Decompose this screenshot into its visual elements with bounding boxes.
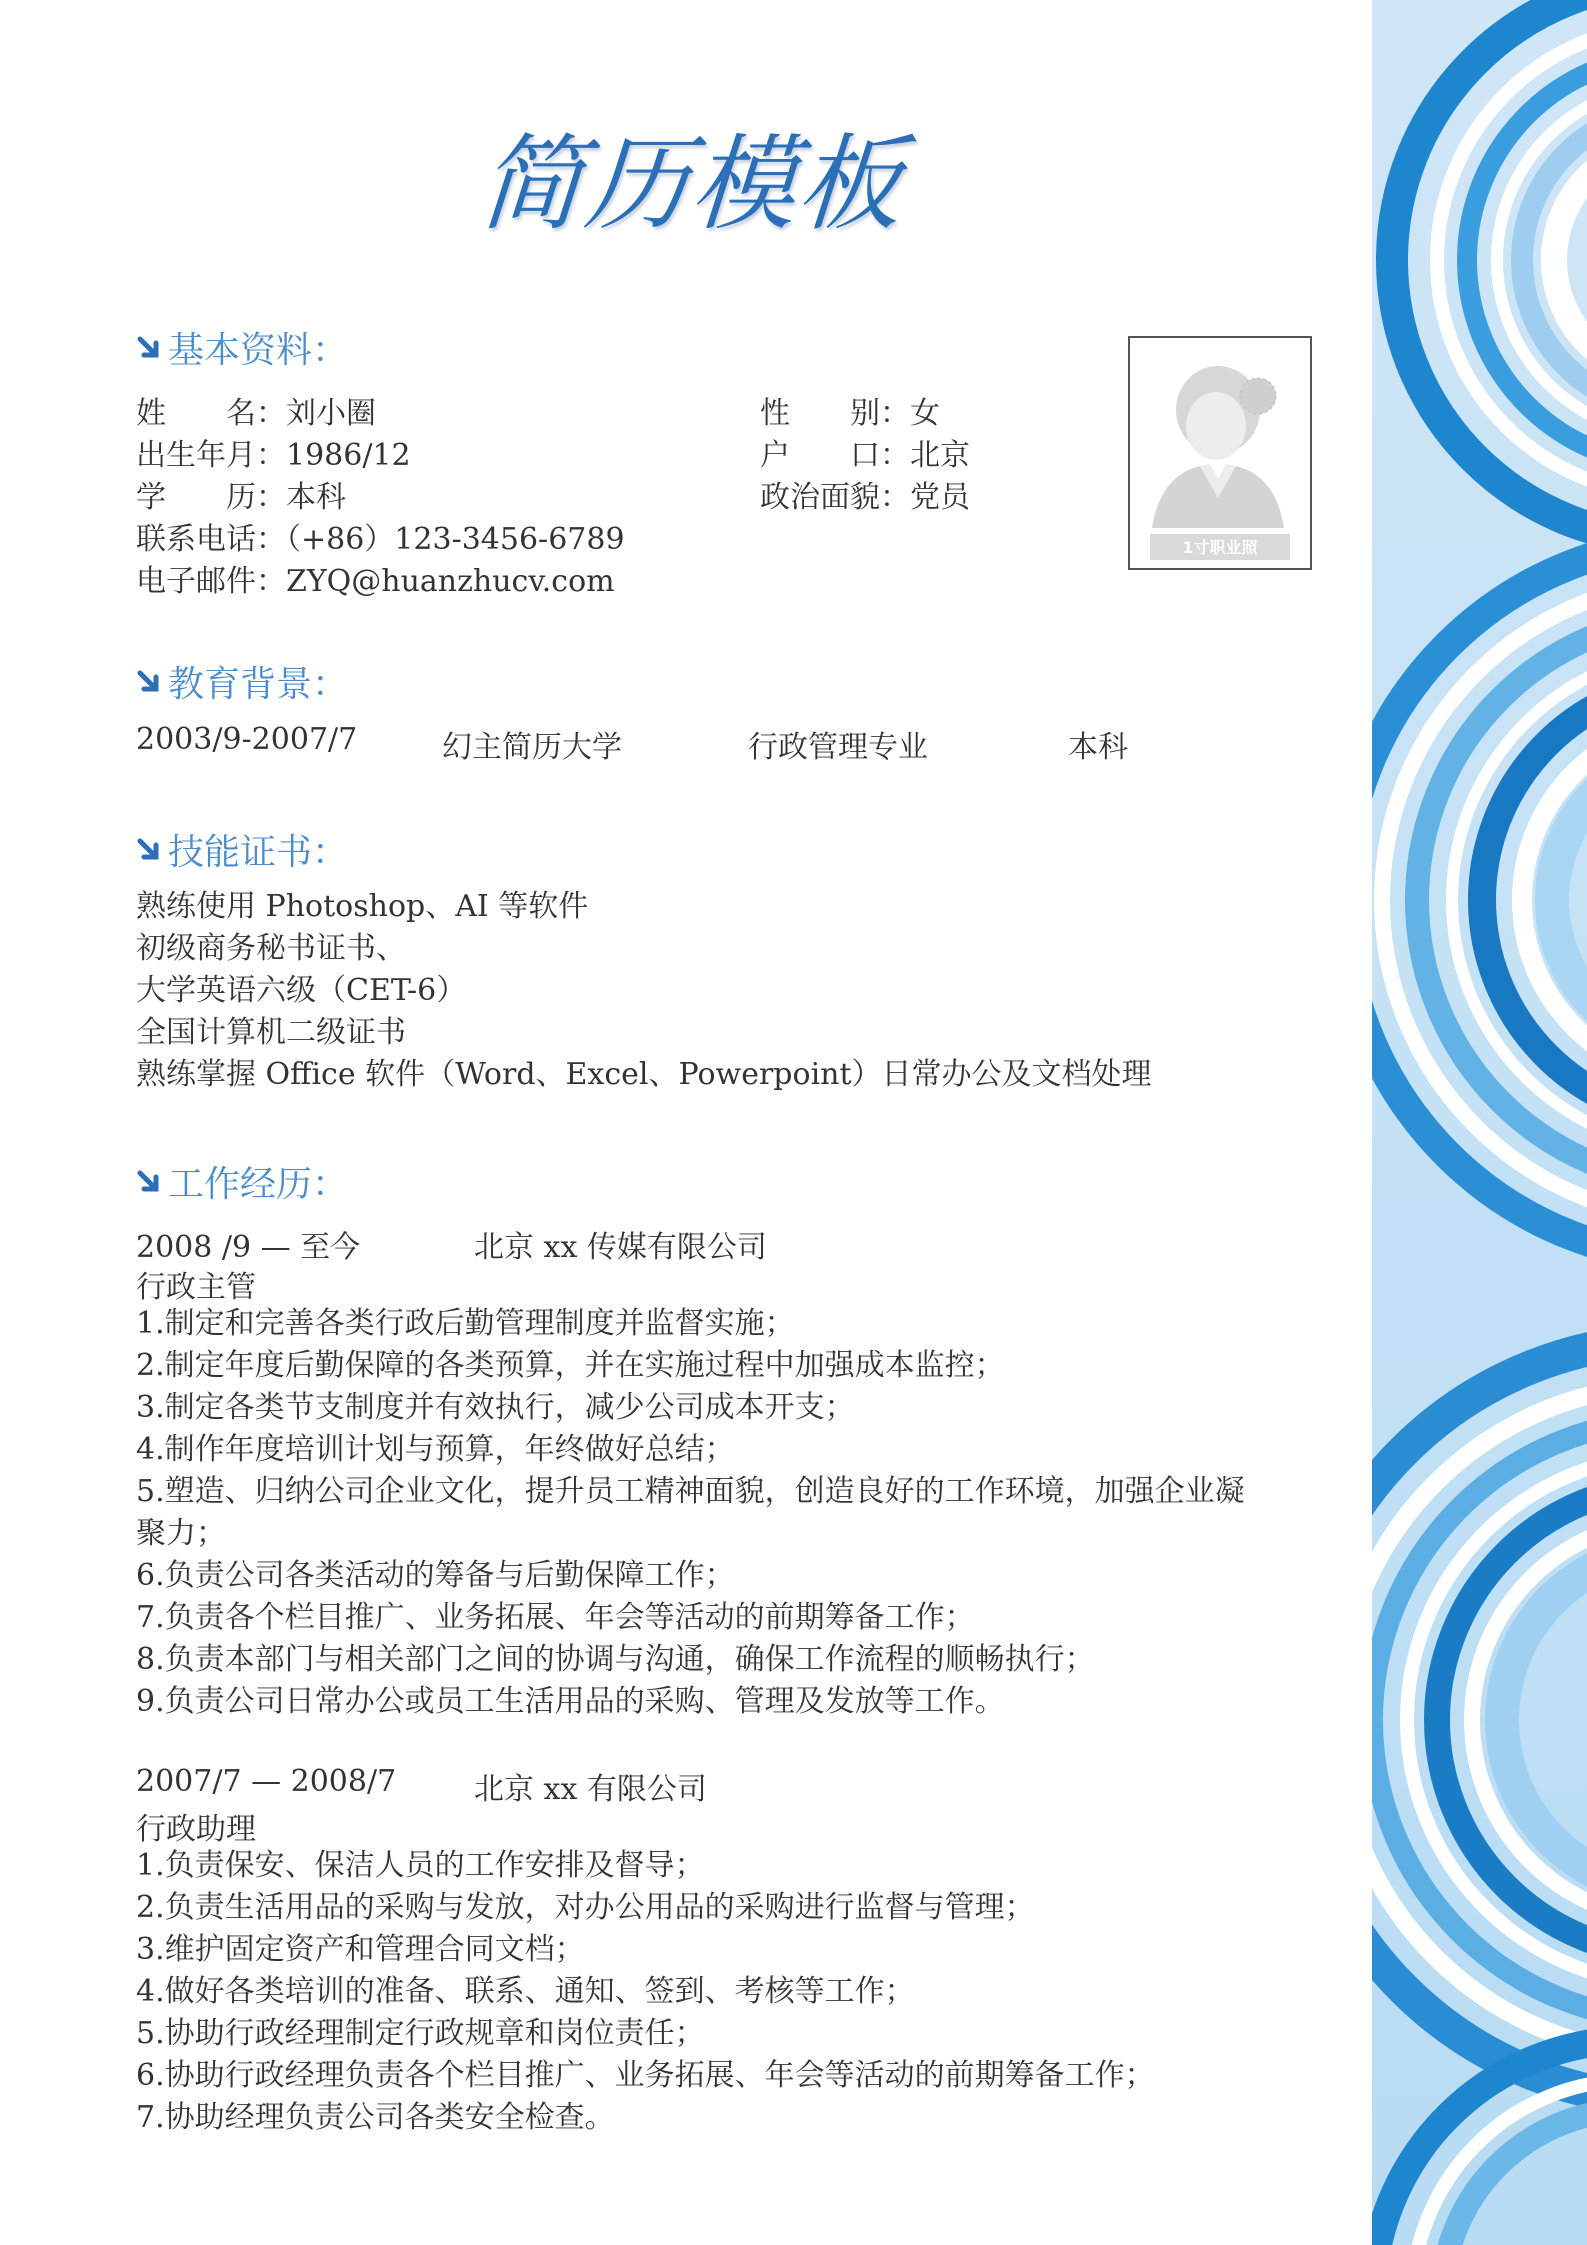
degree-row <box>136 472 346 516</box>
decorative-circles-graphic <box>1372 0 1587 2245</box>
list-item: 7.协助经理负责公司各类安全检查。 <box>136 2100 615 2135</box>
photo-caption: 1寸职业照 <box>1182 538 1258 557</box>
list-item: 大学英语六级（CET-6） <box>136 973 467 1008</box>
list-item: 初级商务秘书证书、 <box>136 931 406 966</box>
section-heading-label: 教育背景： <box>168 664 349 705</box>
list-item: 7.负责各个栏目推广、业务拓展、年会等活动的前期筹备工作； <box>136 1600 975 1635</box>
list-item: 4.做好各类培训的准备、联系、通知、签到、考核等工作； <box>136 1974 915 2009</box>
job-company: 北京 xx 传媒有限公司 <box>474 1230 767 1265</box>
section-heading-work <box>136 1156 348 1207</box>
section-heading-label: 工作经历： <box>168 1164 349 1205</box>
list-item: 1.负责保安、保洁人员的工作安排及督导； <box>136 1848 705 1883</box>
arrow-icon <box>136 835 166 865</box>
email-row <box>136 556 615 600</box>
avatar-icon <box>1130 338 1310 568</box>
job-company: 北京 xx 有限公司 <box>474 1772 707 1807</box>
gender-value: 女 <box>910 396 940 431</box>
job-2-duties <box>136 1845 1155 2139</box>
email-label: 电子邮件： <box>136 564 286 599</box>
political-row <box>760 472 970 516</box>
list-item: 熟练使用 Photoshop、AI 等软件 <box>136 889 589 924</box>
job-1-duties <box>136 1303 1245 1723</box>
arrow-icon <box>136 667 166 697</box>
name-value: 刘小圈 <box>286 396 376 431</box>
education-school: 幻主简历大学 <box>442 730 622 765</box>
list-item: 4.制作年度培训计划与预算，年终做好总结； <box>136 1432 735 1467</box>
education-major: 行政管理专业 <box>748 730 928 765</box>
phone-label: 联系电话： <box>136 522 286 557</box>
list-item: 8.负责本部门与相关部门之间的协调与沟通，确保工作流程的顺畅执行； <box>136 1642 1095 1677</box>
page-title: 简历模板 <box>475 123 908 245</box>
list-item: 5.协助行政经理制定行政规章和岗位责任； <box>136 2016 705 2051</box>
political-label: 政治面貌： <box>760 480 910 515</box>
name-label: 姓 名： <box>136 396 286 431</box>
section-heading-label: 基本资料： <box>168 330 349 371</box>
email-value: ZYQ@huanzhucv.com <box>286 564 615 599</box>
list-item: 2.制定年度后勤保障的各类预算，并在实施过程中加强成本监控； <box>136 1348 1005 1383</box>
list-item: 3.制定各类节支制度并有效执行，减少公司成本开支； <box>136 1390 855 1425</box>
list-item: 1.制定和完善各类行政后勤管理制度并监督实施； <box>136 1306 795 1341</box>
job-role: 行政助理 <box>136 1812 256 1847</box>
hukou-label: 户 口： <box>760 438 910 473</box>
list-item: 2.负责生活用品的采购与发放，对办公用品的采购进行监督与管理； <box>136 1890 1035 1925</box>
political-value: 党员 <box>910 480 970 515</box>
job-period: 2007/7 — 2008/7 <box>136 1764 397 1799</box>
list-item: 全国计算机二级证书 <box>136 1015 406 1050</box>
list-item: 6.协助行政经理负责各个栏目推广、业务拓展、年会等活动的前期筹备工作； <box>136 2058 1155 2093</box>
degree-label: 学 历： <box>136 480 286 515</box>
hukou-row <box>760 430 970 474</box>
job-2-header <box>136 1764 707 1807</box>
section-heading-education <box>136 656 348 707</box>
list-item: 聚力； <box>136 1516 226 1551</box>
education-period: 2003/9-2007/7 <box>136 722 358 757</box>
photo-placeholder <box>1128 336 1312 570</box>
list-item: 3.维护固定资产和管理合同文档； <box>136 1932 585 1967</box>
job-period: 2008 /9 — 至今 <box>136 1230 361 1265</box>
education-degree: 本科 <box>1068 730 1128 765</box>
list-item: 6.负责公司各类活动的筹备与后勤保障工作； <box>136 1558 735 1593</box>
list-item: 5.塑造、归纳公司企业文化，提升员工精神面貌，创造良好的工作环境，加强企业凝 <box>136 1474 1245 1509</box>
phone-value: （+86）123-3456-6789 <box>286 522 625 557</box>
degree-value: 本科 <box>286 480 346 515</box>
birth-row <box>136 430 411 474</box>
hukou-value: 北京 <box>910 438 970 473</box>
section-heading-skills <box>136 824 348 875</box>
arrow-icon <box>136 333 166 363</box>
birth-label: 出生年月： <box>136 438 286 473</box>
gender-label: 性 别： <box>760 396 910 431</box>
section-heading-label: 技能证书： <box>168 832 349 873</box>
job-role: 行政主管 <box>136 1270 256 1305</box>
name-row <box>136 388 376 432</box>
job-1-header <box>136 1222 767 1266</box>
list-item: 9.负责公司日常办公或员工生活用品的采购、管理及发放等工作。 <box>136 1684 1005 1719</box>
phone-row <box>136 514 625 558</box>
list-item: 熟练掌握 Office 软件（Word、Excel、Powerpoint）日常办公及文档处理 <box>136 1057 1152 1092</box>
arrow-icon <box>136 1167 166 1197</box>
birth-value: 1986/12 <box>286 438 411 473</box>
skills-list <box>136 886 1152 1096</box>
section-heading-basic <box>136 322 348 373</box>
gender-row <box>760 388 940 432</box>
